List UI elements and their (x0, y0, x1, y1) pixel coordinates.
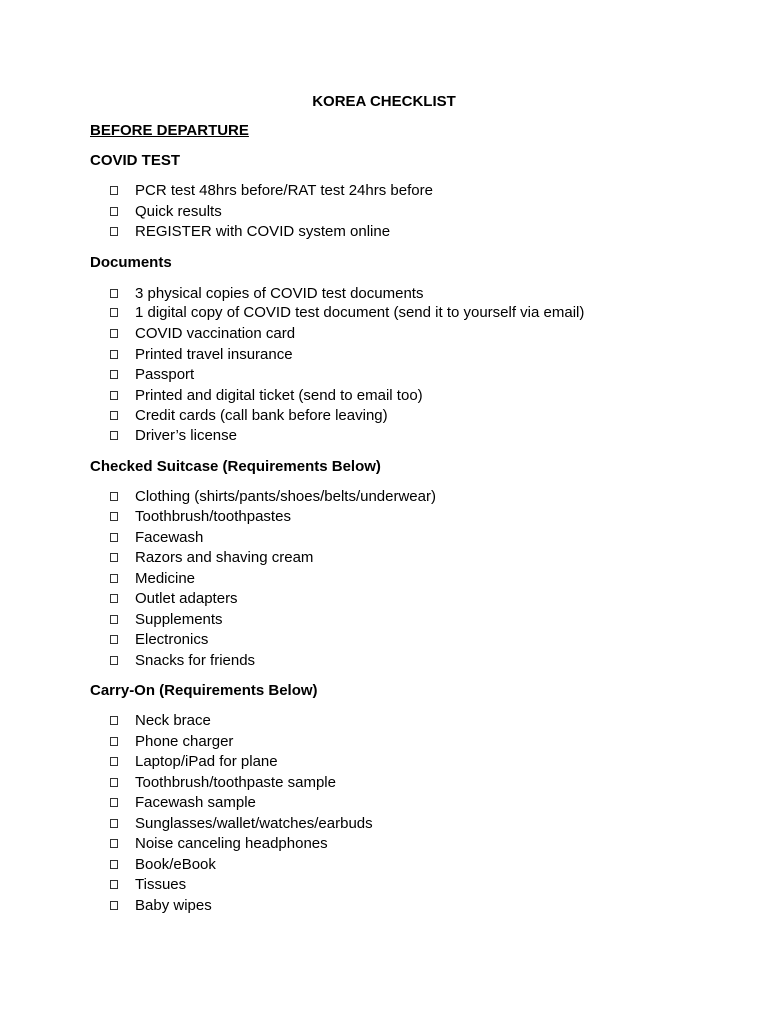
checklist-item-label: Facewash (135, 529, 204, 546)
checklist-item-label: Snacks for friends (135, 652, 256, 669)
checklist-item-label: REGISTER with COVID system online (135, 223, 391, 240)
checkbox-icon[interactable] (110, 533, 118, 542)
checklist-item-label: Quick results (135, 203, 222, 220)
checklist-item-label: Supplements (135, 611, 223, 628)
checklist-item-label: Facewash sample (135, 794, 256, 811)
checkbox-icon[interactable] (110, 370, 118, 379)
checkbox-icon[interactable] (110, 391, 118, 400)
checklist-item-label: Phone charger (135, 733, 234, 750)
group-heading-covid-test: COVID TEST (90, 152, 181, 169)
checkbox-icon[interactable] (110, 289, 118, 298)
page-title: KOREA CHECKLIST (312, 93, 456, 110)
section-title: BEFORE DEPARTURE (90, 122, 249, 139)
checklist-item-label: Tissues (135, 876, 187, 893)
checkbox-icon[interactable] (110, 798, 118, 807)
checklist-item-label: Toothbrush/toothpaste sample (135, 774, 336, 791)
checkbox-icon[interactable] (110, 757, 118, 766)
checklist-item-label: Electronics (135, 631, 209, 648)
checkbox-icon[interactable] (110, 716, 118, 725)
checkbox-icon[interactable] (110, 574, 118, 583)
checkbox-icon[interactable] (110, 329, 118, 338)
checklist-item-label: COVID vaccination card (135, 325, 296, 342)
checkbox-icon[interactable] (110, 492, 118, 501)
group-heading-carry-on: Carry-On (Requirements Below) (90, 682, 318, 699)
checklist-item-label: Toothbrush/toothpastes (135, 508, 291, 525)
checkbox-icon[interactable] (110, 350, 118, 359)
checklist-item-label: Printed and digital ticket (send to email too) (135, 387, 423, 404)
checklist-item-label: Driver’s license (135, 427, 237, 444)
checklist-item-label: Book/eBook (135, 856, 216, 873)
checkbox-icon[interactable] (110, 737, 118, 746)
checkbox-icon[interactable] (110, 778, 118, 787)
checkbox-icon[interactable] (110, 615, 118, 624)
checkbox-icon[interactable] (110, 512, 118, 521)
checkbox-icon[interactable] (110, 880, 118, 889)
group-heading-documents: Documents (90, 254, 172, 271)
checkbox-icon[interactable] (110, 901, 118, 910)
checklist-item-label: Clothing (shirts/pants/shoes/belts/underwear) (135, 488, 436, 505)
checklist-item-label: 1 digital copy of COVID test document (send it to yourself via email) (135, 304, 585, 321)
checkbox-icon[interactable] (110, 411, 118, 420)
checkbox-icon[interactable] (110, 186, 118, 195)
checklist-item-label: Credit cards (call bank before leaving) (135, 407, 388, 424)
checklist-item-label: Razors and shaving cream (135, 549, 314, 566)
checklist-item-label: Sunglasses/wallet/watches/earbuds (135, 815, 373, 832)
checklist-item-label: Laptop/iPad for plane (135, 753, 278, 770)
checkbox-icon[interactable] (110, 431, 118, 440)
checklist-item-label: Medicine (135, 570, 196, 587)
checkbox-icon[interactable] (110, 227, 118, 236)
checklist-item-label: Passport (135, 366, 195, 383)
checkbox-icon[interactable] (110, 553, 118, 562)
group-heading-checked-suitcase: Checked Suitcase (Requirements Below) (90, 458, 381, 475)
checkbox-icon[interactable] (110, 635, 118, 644)
checkbox-icon[interactable] (110, 207, 118, 216)
checkbox-icon[interactable] (110, 860, 118, 869)
checklist-item-label: Baby wipes (135, 897, 212, 914)
checkbox-icon[interactable] (110, 839, 118, 848)
checklist-item-label: Printed travel insurance (135, 346, 293, 363)
checkbox-icon[interactable] (110, 656, 118, 665)
checkbox-icon[interactable] (110, 819, 118, 828)
checklist-item-label: Noise canceling headphones (135, 835, 328, 852)
checklist-item-label: Neck brace (135, 712, 211, 729)
checkbox-icon[interactable] (110, 594, 118, 603)
checklist-item-label: Outlet adapters (135, 590, 238, 607)
checklist-item-label: PCR test 48hrs before/RAT test 24hrs before (135, 182, 433, 199)
checkbox-icon[interactable] (110, 308, 118, 317)
checklist-item-label: 3 physical copies of COVID test documents (135, 285, 424, 302)
